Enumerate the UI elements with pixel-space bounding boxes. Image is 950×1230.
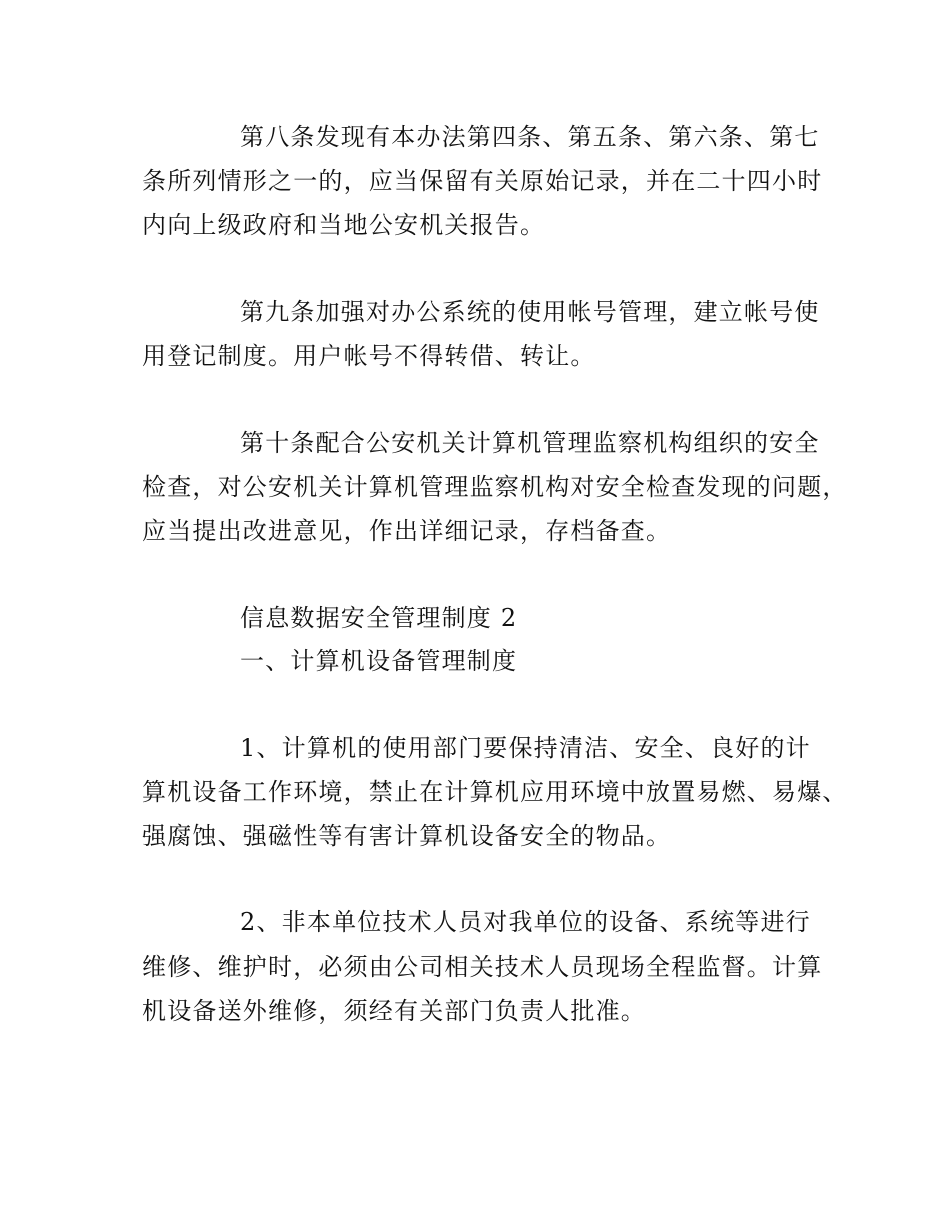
paragraph-line: 1、计算机的使用部门要保持清洁、安全、良好的计 bbox=[240, 734, 811, 762]
paragraph-line: 第八条发现有本办法第四条、第五条、第六条、第七 bbox=[240, 123, 820, 151]
paragraph-line: 机设备送外维修，须经有关部门负责人批准。 bbox=[142, 997, 646, 1025]
paragraph-line: 条所列情形之一的，应当保留有关原始记录，并在二十四小时 bbox=[142, 167, 823, 195]
paragraph-line: 用登记制度。用户帐号不得转借、转让。 bbox=[142, 342, 596, 370]
paragraph-line: 2、非本单位技术人员对我单位的设备、系统等进行 bbox=[240, 908, 811, 936]
paragraph-line: 检查，对公安机关计算机管理监察机构对安全检查发现的问题， bbox=[142, 473, 848, 501]
paragraph-line: 第十条配合公安机关计算机管理监察机构组织的安全 bbox=[240, 429, 820, 457]
paragraph-line: 算机设备工作环境，禁止在计算机应用环境中放置易燃、易爆、 bbox=[142, 778, 848, 806]
paragraph-line: 应当提出改进意见，作出详细记录，存档备查。 bbox=[142, 517, 672, 545]
paragraph-line: 第九条加强对办公系统的使用帐号管理，建立帐号使 bbox=[240, 298, 820, 326]
section-title: 信息数据安全管理制度 2 bbox=[240, 604, 518, 632]
paragraph-line: 内向上级政府和当地公安机关报告。 bbox=[142, 211, 546, 239]
paragraph-line: 维修、维护时，必须由公司相关技术人员现场全程监督。计算 bbox=[142, 953, 823, 981]
paragraph-line: 强腐蚀、强磁性等有害计算机设备安全的物品。 bbox=[142, 822, 672, 850]
subsection-title: 一、计算机设备管理制度 bbox=[240, 647, 518, 675]
